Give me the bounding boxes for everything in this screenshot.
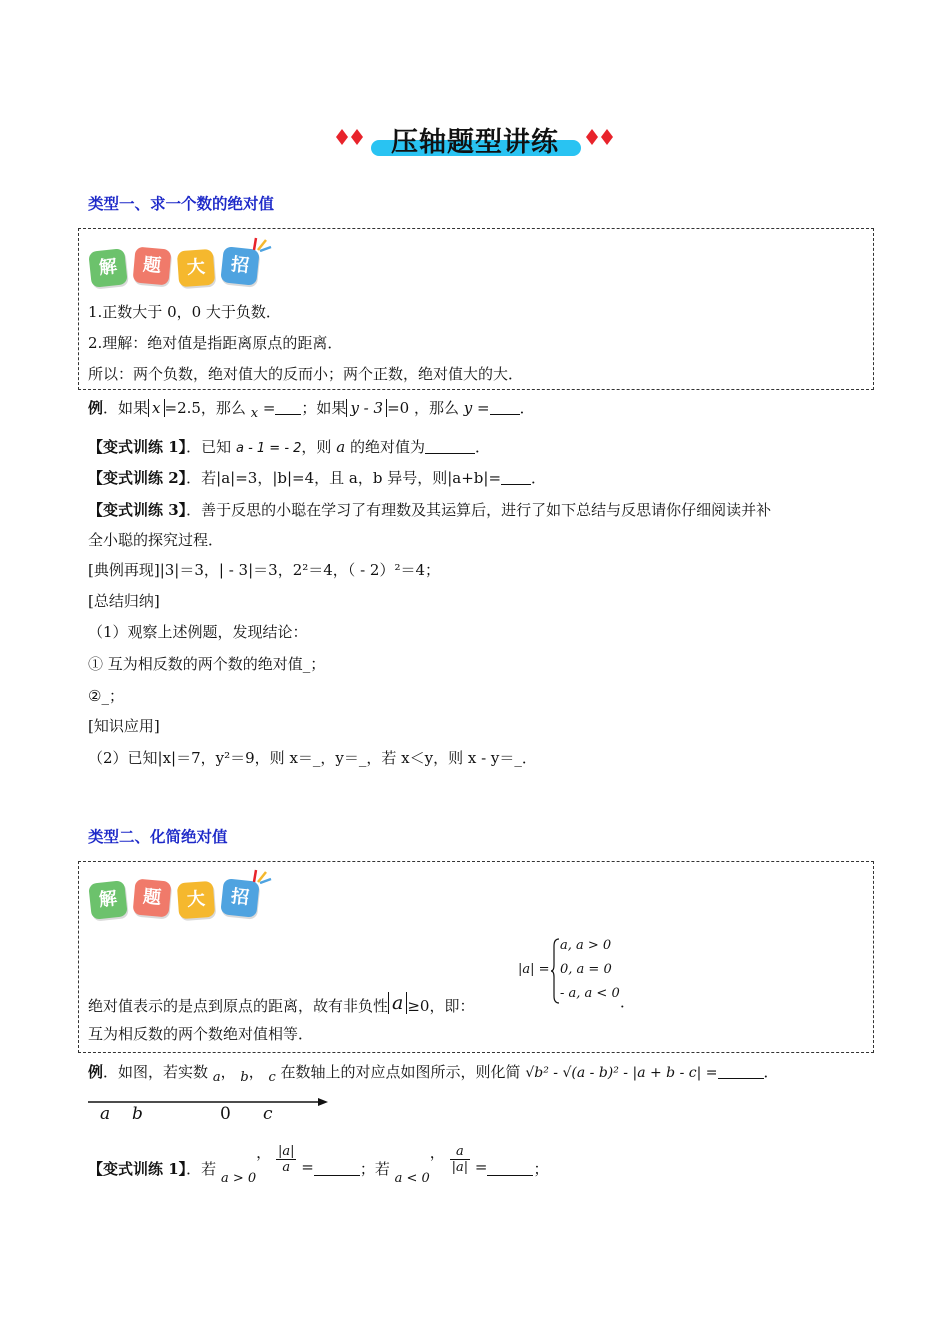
answer-blank[interactable] (501, 470, 531, 485)
number-line-axis (86, 1092, 336, 1108)
example-end: ． (763, 1063, 779, 1081)
exercise-text-b: ，则 (301, 438, 332, 456)
exercise-text-b: ；若 (359, 1159, 390, 1178)
number-line-label-0: 0 (220, 1104, 231, 1124)
sparkle-icon (250, 234, 272, 252)
formula-case-1: a, a > 0 (560, 938, 612, 953)
example-2: 例．如图，若实数 a， b， c 在数轴上的对应点如图所示，则化简 √b² - √(a - b)² - |a + b - c| = ． (88, 1063, 779, 1085)
tips-badge-1: 解 (88, 248, 128, 288)
abs-y-minus-3: y - 3 (346, 399, 387, 417)
example-expr: √b² - √(a - b)² - |a + b - c| = (525, 1065, 718, 1081)
tips-badge-4: 招 (220, 878, 260, 918)
var-c: c (268, 1070, 276, 1085)
fraction-1-denominator: a (282, 1160, 291, 1175)
page-title: 压轴题型讲练 (391, 127, 559, 158)
example-text-b: 在数轴上的对应点如图所示，则化简 (280, 1063, 521, 1081)
exercise-text: ．若 (186, 1159, 217, 1178)
exercise-text: ．已知 (186, 438, 232, 456)
abs-piecewise-formula (518, 936, 628, 1006)
title-banner (335, 118, 620, 160)
ex3-line-5: （1）观察上述例题，发现结论： (88, 623, 308, 641)
diamond-icon-left (335, 128, 369, 146)
answer-blank[interactable] (718, 1064, 764, 1079)
var-x: x (250, 406, 259, 421)
tips-badge-3: 大 (177, 881, 215, 919)
number-line-label-b: b (132, 1104, 143, 1124)
tip2-line-1 (88, 992, 474, 1016)
exercise-end: ； (533, 1159, 549, 1178)
fraction-1-numerator: |a| (277, 1144, 295, 1159)
exercise-2-1: 【变式训练 1】．若 a > 0， $\frac{|a|}{a}$ = ；若 a < 0， $\frac{a}{|a|}$ = ； (88, 1143, 549, 1186)
tip-line-2: 2.理解：绝对值是指距离原点的距离． (88, 334, 343, 352)
example-text-2: =2.5，那么 (164, 399, 246, 417)
tips-badge-group (90, 238, 280, 290)
exercise-1-3-label-line (88, 500, 771, 520)
exercise-text-c: 的绝对值为 (349, 438, 425, 456)
formula-lhs: |a| = (518, 962, 550, 977)
ex3-line-4: [总结归纳] (88, 592, 160, 610)
ex3-line-2: 全小聪的探究过程． (88, 531, 224, 549)
tip2-end-mark: ． (620, 993, 636, 1011)
section1-heading: 类型一、求一个数的绝对值 (88, 195, 275, 213)
equals-2: = (474, 1157, 488, 1176)
answer-blank-2[interactable] (487, 1161, 533, 1176)
tips-badge-2: 题 (132, 878, 171, 917)
formula-case-3: - a, a < 0 (560, 986, 620, 1001)
example-end: ． (519, 399, 535, 417)
abs-x: x (148, 399, 164, 417)
example-eq-2: = (477, 399, 490, 417)
ex3-line-3: [典例再现]|3|＝3，| - 3|＝3，2²＝4，（ - 2）²＝4； (88, 561, 441, 579)
condition-1: a > 0 (220, 1170, 257, 1186)
ex3-line-7: ②_； (88, 687, 124, 705)
example-text-1: ．如果 (103, 399, 149, 417)
exercise-1-2 (88, 468, 546, 488)
exercise-text: ．若|a|=3，|b|=4，且 a，b 异号，则|a+b|= (186, 469, 502, 487)
exercise-end: ． (474, 438, 490, 456)
var-a: a (212, 1070, 221, 1085)
exercise-1-1 (88, 437, 490, 459)
formula-case-2: 0, a = 0 (560, 962, 612, 977)
tips-badge-4: 招 (220, 246, 260, 286)
brace-icon (550, 938, 560, 1004)
number-line-label-c: c (263, 1104, 273, 1124)
ex3-line-6: ① 互为相反数的两个数的绝对值_； (88, 655, 326, 673)
tip-text: 绝对值表示的是点到原点的距离，故有非负性 (88, 997, 389, 1015)
equals-1: = (301, 1157, 314, 1176)
tips-badge-1: 解 (88, 880, 128, 920)
example-label: 例 (88, 1063, 104, 1081)
number-line (86, 1092, 336, 1126)
example-eq-1: = (262, 399, 276, 417)
exercise-end: ． (531, 469, 547, 487)
answer-blank-x[interactable] (275, 400, 301, 415)
tips-badge-2: 题 (132, 246, 171, 285)
condition-2: a < 0 (394, 1170, 430, 1186)
example-label: 例 (88, 399, 104, 417)
answer-blank[interactable] (425, 439, 475, 454)
diamond-icon-right (585, 128, 619, 146)
example-text: ．如图，若实数 (103, 1063, 209, 1081)
abs-a: a (388, 992, 407, 1014)
exercise-label: 【变式训练 1】 (88, 1159, 187, 1178)
fraction-1 (276, 1144, 297, 1175)
exercise-var: a (336, 438, 346, 456)
ex3-line-9: （2）已知|x|＝7，y²＝9，则 x＝_，y＝_，若 x＜y，则 x - y＝_． (88, 749, 537, 767)
exercise-label: 【变式训练 3】 (88, 501, 187, 519)
exercise-expr: a - 1 = - 2 (235, 441, 302, 456)
number-line-label-a: a (100, 1104, 111, 1124)
tip2-line-2: 互为相反数的两个数绝对值相等． (88, 1025, 314, 1043)
fraction-2-denominator: |a| (451, 1160, 469, 1175)
exercise-text: ．善于反思的小聪在学习了有理数及其运算后，进行了如下总结与反思请你仔细阅读并补 (186, 501, 772, 519)
example-1 (88, 398, 535, 424)
example-text-4: =0 ，那么 (387, 399, 459, 417)
fraction-2-numerator: a (450, 1144, 471, 1160)
tip-line-1: 1.正数大于 0，0 大于负数． (88, 303, 281, 321)
tip-text-b: ≥0，即： (407, 997, 475, 1015)
exercise-label: 【变式训练 2】 (88, 469, 187, 487)
tip-line-3: 所以：两个负数，绝对值大的反而小；两个正数，绝对值大的大． (88, 365, 524, 383)
fraction-2 (450, 1144, 471, 1175)
section2-heading: 类型二、化简绝对值 (88, 828, 228, 846)
ex3-line-8: [知识应用] (88, 717, 160, 735)
exercise-label: 【变式训练 1】 (88, 438, 187, 456)
answer-blank-y[interactable] (490, 400, 520, 415)
tips-badge-group-2 (90, 870, 280, 922)
var-b: b (240, 1070, 249, 1085)
tips-badge-3: 大 (177, 249, 215, 287)
sparkle-icon (250, 866, 272, 884)
example-text-3: ；如果 (301, 399, 347, 417)
answer-blank-1[interactable] (314, 1161, 360, 1176)
var-y: y (463, 399, 473, 417)
